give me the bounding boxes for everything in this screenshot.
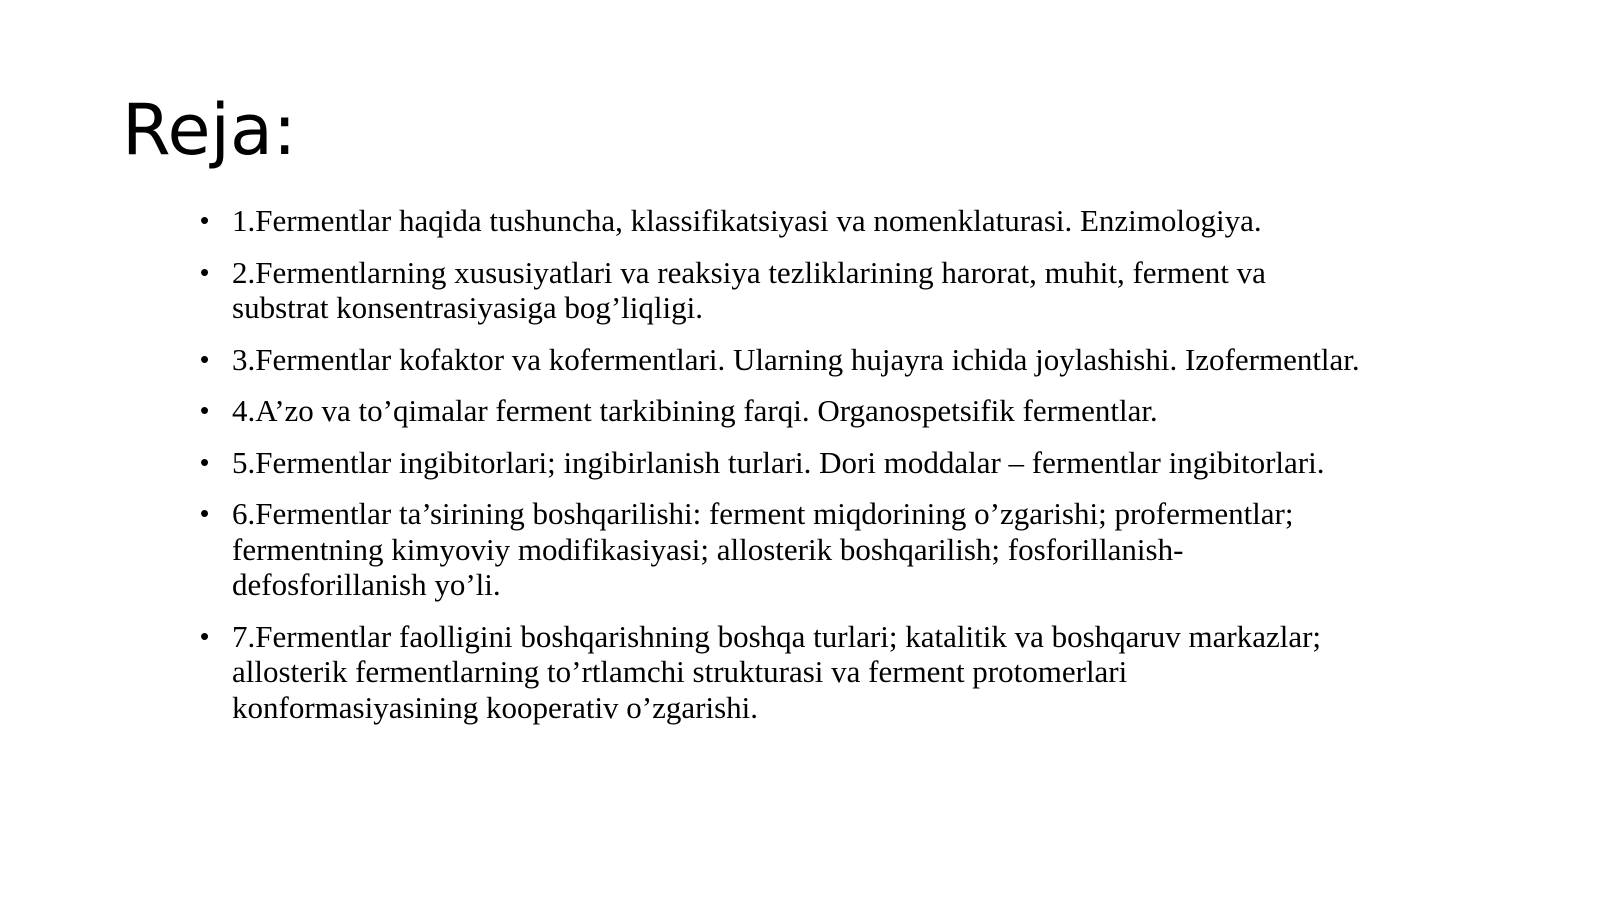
bullet-icon: • [200, 498, 210, 528]
bullet-icon: • [200, 446, 210, 477]
slide-title: Reja: [122, 89, 297, 171]
bullet-icon: • [200, 343, 210, 374]
agenda-item-6 [200, 496, 1360, 603]
agenda-item-text: 7.Fermentlar faolligini boshqarishning boshqa turlari; katalitik va boshqaruv markazlar; allosterik fermentlarning to’rtlamchi strukturasi va ferment protomerlari konformasiyasining kooperativ o’zgarishi. [232, 618, 1322, 725]
agenda-item-7 [200, 619, 1360, 726]
agenda-item-2 [200, 255, 1360, 326]
agenda-item-text: 3.Fermentlar kofaktor va kofermentlari. Ularning hujayra ichida joylashishi. Izofermentlar. [232, 341, 1360, 377]
agenda-item-text: 1.Fermentlar haqida tushuncha, klassifikatsiyasi va nomenklaturasi. Enzimologiya. [232, 203, 1262, 238]
agenda-item-text: 5.Fermentlar ingibitorlari; ingibirlanish turlari. Dori moddalar – fermentlar ingibitorlari. [232, 444, 1325, 480]
bullet-icon: • [200, 256, 210, 287]
bullet-icon: • [200, 395, 210, 425]
agenda-item-text: 2.Fermentlarning xususiyatlari va reaksiya tezliklarining harorat, muhit, ferment va substrat konsentrasiyasiga bog’liqligi. [232, 254, 1266, 325]
agenda-item-3 [200, 342, 1360, 378]
agenda-list [200, 203, 1360, 741]
bullet-icon: • [200, 205, 210, 235]
agenda-item-5 [200, 445, 1360, 481]
agenda-item-text: 4.A’zo va to’qimalar ferment tarkibining farqi. Organospetsifik fermentlar. [232, 393, 1158, 428]
agenda-item-text: 6.Fermentlar ta’sirining boshqarilishi: ferment miqdorining o’zgarishi; profermentlar; fermentning kimyoviy modifikasiyasi; allosterik boshqarilish; fosforillanish-defosforillanish yo’li. [232, 496, 1294, 602]
agenda-item-4 [200, 393, 1360, 429]
agenda-item-1 [200, 203, 1360, 239]
bullet-icon: • [200, 620, 210, 651]
